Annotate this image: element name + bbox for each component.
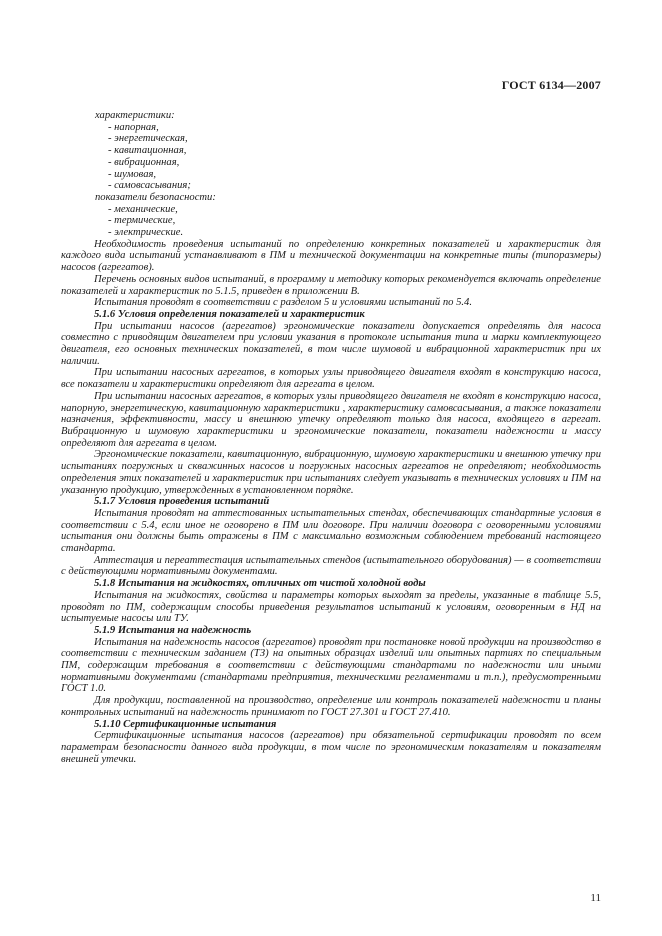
paragraph: Для продукции, поставленной на производство, определение или контроль показателей надежности и планы контрольных испытаний на надежность принимают по ГОСТ 27.301 и ГОСТ 27.410. bbox=[61, 695, 601, 718]
section-heading: 5.1.10 Сертификационные испытания bbox=[94, 718, 277, 730]
section-heading: 5.1.8 Испытания на жидкостях, отличных от чистой холодной воды bbox=[94, 578, 426, 590]
list-item: - самовсасывания; bbox=[108, 180, 191, 192]
document-body bbox=[61, 110, 601, 765]
list-item: - термические, bbox=[108, 215, 176, 227]
paragraph: Испытания на надежность насосов (агрегатов) проводят при постановке новой продукции на производство в соответствии с техническим заданием (ТЗ) на опытных образцах изделий или опытных партиях по специальным ПМ, содержащим требования в соответствии с действующими стандартами по надежности или иными нормативными документами (стандартами предприятия, техническими регламентами и т.п.), предусмотренными ГОСТ 1.0. bbox=[61, 636, 601, 695]
paragraph: Перечень основных видов испытаний, в программу и методику которых рекомендуется включать определение показателей и характеристик по 5.1.5, приведен в приложении В. bbox=[61, 273, 601, 297]
paragraph: Аттестация и переаттестация испытательных стендов (испытательного оборудования) — в соответствии с действующими нормативными документами. bbox=[61, 554, 601, 578]
section-heading: 5.1.6 Условия определения показателей и характеристик bbox=[94, 308, 365, 320]
paragraph: При испытании насосных агрегатов, в которых узлы приводящего двигателя не входят в конструкцию насоса, напорную, энергетическую, кавитационную характеристики , характеристику самовсасывания, а также показатели назначения, эффективности, массу и внешнюю утечку определяют только для насоса, входящего в агрегат. Вибрационную и шумовую характеристики и эргономические показатели, показатели надежности и массу определяют для агрегата в целом. bbox=[61, 390, 601, 449]
list-item: - энергетическая, bbox=[108, 133, 188, 145]
page-footer bbox=[61, 892, 601, 904]
paragraph: Сертификационные испытания насосов (агрегатов) при обязательной сертификации проводят по всем параметрам безопасности данного вида продукции, в том числе по эргономическим показателям и показателям внешней утечки. bbox=[61, 730, 601, 765]
paragraph: При испытании насосов (агрегатов) эргономические показатели допускается определять для насоса совместно с приводящим двигателем при условии указания в протоколе испытания типа и марки комплектующего двигателя, его основных технических показателей, в том числе шумовой и вибрационной характеристик при их наличии. bbox=[61, 320, 601, 367]
page-number: 11 bbox=[590, 892, 601, 904]
paragraph: Необходимость проведения испытаний по определению конкретных показателей и характеристик для каждого вида испытаний устанавливают в ПМ и технической документации на конкретные типы (типоразмеры) насосов (агрегатов). bbox=[61, 238, 601, 274]
section-heading: 5.1.7 Условия проведения испытаний bbox=[94, 496, 270, 508]
paragraph: Испытания проводят в соответствии с разделом 5 и условиями испытаний по 5.4. bbox=[94, 297, 473, 309]
paragraph: При испытании насосных агрегатов, в которых узлы приводящего двигателя входят в конструкцию насоса, все показатели и характеристики определяют для агрегата в целом. bbox=[61, 367, 601, 391]
list-item: - механические, bbox=[108, 203, 178, 215]
list-item: - кавитационная, bbox=[108, 145, 187, 157]
list-item: - электрические. bbox=[108, 227, 184, 239]
standard-number: ГОСТ 6134—2007 bbox=[501, 78, 601, 92]
section-heading: 5.1.9 Испытания на надежность bbox=[94, 624, 252, 636]
list-lead: показатели безопасности: bbox=[95, 191, 216, 203]
list-item: - напорная, bbox=[108, 121, 159, 133]
list-item: - вибрационная, bbox=[108, 156, 180, 168]
paragraph: Эргономические показатели, кавитационную, вибрационную, шумовую характеристики и внешнюю утечку при испытаниях погружных и скважинных насосов и погружных насосных агрегатов не определяют; необходимость определения этих показателей и характеристик при испытаниях следует указывать в технических условиях и ПМ на указанную продукцию, утвержденных в установленном порядке. bbox=[61, 449, 601, 496]
list-lead: характеристики: bbox=[95, 110, 175, 121]
paragraph: Испытания на жидкостях, свойства и параметры которых выходят за пределы, указанные в таблице 5.5, проводят по ПМ, содержащим способы приведения результатов испытаний к условиям, оговоренным в НД на испытуемые насосы или ТУ. bbox=[61, 589, 601, 625]
paragraph: Испытания проводят на аттестованных испытательных стендах, обеспечивающих стандартные условия в соответствии с 5.4, если иное не оговорено в ПМ или договоре. При наличии договора с оговоренными условиями испытания они должны быть отражены в ПМ с максимально возможным соблюдением требований настоящего стандарта. bbox=[61, 507, 601, 555]
document-header bbox=[61, 78, 601, 93]
list-item: - шумовая, bbox=[108, 168, 157, 180]
